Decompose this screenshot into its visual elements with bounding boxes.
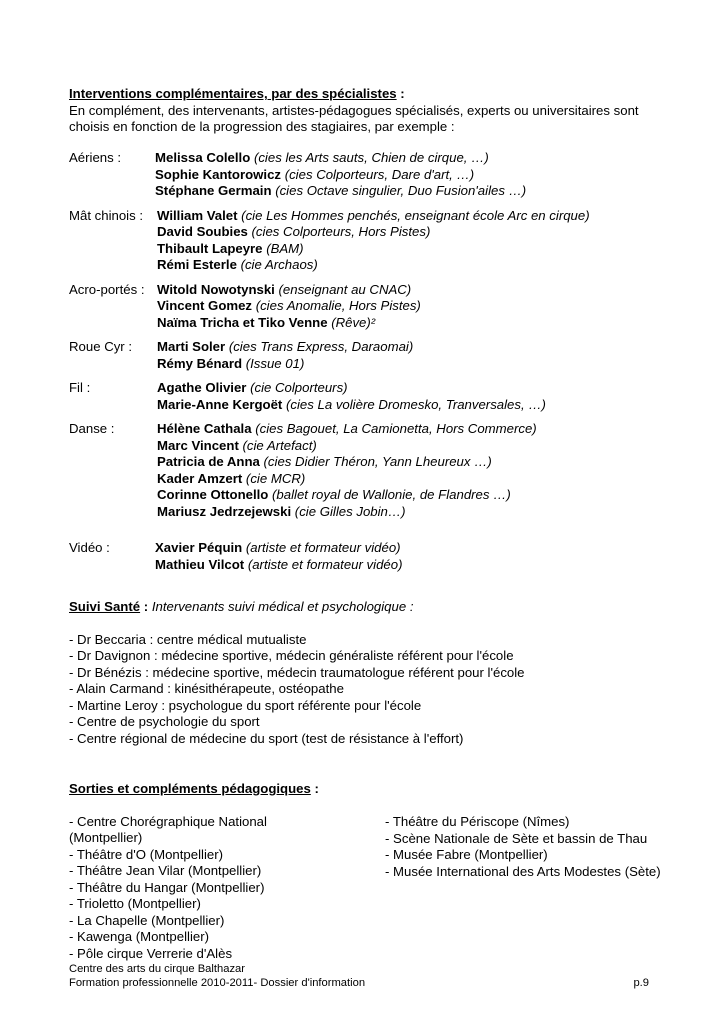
person-line — [157, 454, 669, 471]
person-name: Rémy Bénard — [157, 355, 243, 371]
person-detail: (cie Archaos) — [236, 257, 318, 272]
person-name: Marti Soler — [157, 339, 226, 354]
list-item: - Dr Davignon : médecine sportive, médecin généraliste référent pour l'école — [69, 648, 514, 663]
interventions-intro-2: choisis en fonction de la progression des stagiaires, par exemple : — [69, 119, 455, 134]
group-video — [69, 540, 669, 573]
person-line — [157, 257, 669, 274]
person-name: Vincent Gomez — [157, 298, 253, 313]
list-item: - Kawenga (Montpellier) — [69, 929, 209, 944]
sorties-heading: Sorties et compléments pédagogiques — [69, 781, 311, 796]
person-line — [155, 167, 669, 184]
person-line — [157, 356, 669, 373]
footer-doc-title: Formation professionnelle 2010-2011- Dossier d'information — [69, 977, 366, 989]
person-name: Mariusz Jedrzejewski — [157, 503, 292, 519]
list-item: - Théâtre du Hangar (Montpellier) — [69, 879, 265, 895]
person-line — [155, 150, 669, 167]
person-detail: (artiste et formateur vidéo) — [244, 556, 403, 572]
page-number: p.9 — [633, 977, 649, 989]
person-detail: (cies Bagouet, La Camionetta, Hors Commerce) — [251, 421, 537, 436]
sante-subtitle: Intervenants suivi médical et psychologique : — [148, 599, 414, 614]
person-name: Xavier Péquin — [155, 540, 243, 555]
list-item: - Trioletto (Montpellier) — [69, 896, 201, 911]
category-label: Acro-portés : — [69, 281, 145, 297]
category-label: Aériens : — [69, 150, 122, 165]
person-name: Patricia de Anna — [157, 454, 260, 469]
interventions-heading-line — [69, 86, 669, 103]
person-name: Melissa Colello — [155, 150, 251, 165]
category-label: Fil : — [69, 380, 91, 395]
list-item: - Musée Fabre (Montpellier) — [385, 847, 548, 862]
person-line — [157, 315, 669, 332]
person-name: Sophie Kantorowicz — [155, 166, 282, 182]
group-danse — [69, 421, 669, 520]
sante-section — [69, 599, 669, 747]
list-item: - Centre Chorégraphique National — [69, 813, 267, 829]
group-aeriens — [69, 150, 669, 200]
list-item: (Montpellier) — [69, 830, 143, 845]
person-name: Corinne Ottonello — [157, 487, 269, 502]
person-detail: (Issue 01) — [242, 355, 305, 371]
list-item: - Centre de psychologie du sport — [69, 714, 260, 729]
person-detail: (cies Colporteurs, Dare d'art, …) — [281, 166, 475, 182]
person-detail: (cie MCR) — [242, 470, 306, 486]
person-name: Kader Amzert — [157, 470, 243, 486]
person-name: Mathieu Vilcot — [155, 556, 245, 572]
interventions-heading: Interventions complémentaires, par des spécialistes — [69, 86, 397, 101]
person-name: Stéphane Germain — [155, 183, 272, 198]
person-detail: (cie Gilles Jobin…) — [291, 503, 406, 519]
person-line — [157, 224, 669, 241]
sorties-right-column — [385, 814, 661, 880]
person-name: Marie-Anne Kergoët — [157, 396, 283, 412]
category-label: Danse : — [69, 421, 115, 436]
list-item: - Théâtre Jean Vilar (Montpellier) — [69, 863, 262, 878]
person-line — [155, 540, 669, 557]
person-detail: (cie Artefact) — [238, 437, 317, 453]
person-line — [157, 380, 669, 397]
list-item: - Théâtre du Périscope (Nîmes) — [385, 814, 570, 829]
specialists-list — [69, 150, 669, 581]
person-name: David Soubies — [157, 224, 248, 239]
person-detail: (cies La volière Dromesko, Tranversales, …) — [282, 396, 546, 412]
person-name: William Valet — [157, 207, 238, 223]
group-roue-cyr — [69, 339, 669, 372]
list-item: - Dr Beccaria : centre médical mutualiste — [69, 631, 307, 647]
group-mat-chinois — [69, 208, 669, 274]
list-item: - Dr Bénézis : médecine sportive, médecin traumatologue référent pour l'école — [69, 664, 525, 680]
person-line — [157, 208, 669, 225]
group-acro-portes — [69, 282, 669, 332]
person-detail: (artiste et formateur vidéo) — [242, 540, 401, 555]
person-detail: (cies les Arts sauts, Chien de cirque, …) — [250, 150, 489, 165]
person-name: Naïma Tricha et Tiko Venne — [157, 314, 328, 330]
list-item: - Scène Nationale de Sète et bassin de Thau — [385, 830, 648, 846]
sante-heading-line — [69, 599, 669, 616]
heading-colon: : — [310, 781, 319, 796]
person-line — [157, 487, 669, 504]
person-detail: (cies Didier Théron, Yann Lheureux …) — [259, 454, 492, 469]
person-name: Hélène Cathala — [157, 421, 252, 436]
person-line — [157, 282, 669, 299]
heading-colon: : — [140, 599, 149, 614]
person-line — [157, 298, 669, 315]
person-line — [157, 397, 669, 414]
heading-colon: : — [396, 86, 405, 101]
page-footer — [69, 962, 649, 990]
list-item: - Martine Leroy : psychologue du sport référente pour l'école — [69, 697, 422, 713]
category-label: Vidéo : — [69, 540, 110, 555]
person-detail: (cies Anomalie, Hors Pistes) — [252, 298, 421, 313]
person-detail: (Rêve)² — [327, 314, 376, 330]
person-name: Rémi Esterle — [157, 257, 237, 272]
person-name: Agathe Olivier — [157, 380, 247, 395]
category-label: Roue Cyr : — [69, 339, 133, 354]
person-name: Witold Nowotynski — [157, 281, 275, 297]
person-line — [155, 557, 669, 574]
list-item: - Musée International des Arts Modestes (Sète) — [385, 863, 661, 879]
person-line — [157, 241, 669, 258]
person-detail: (cies Colporteurs, Hors Pistes) — [247, 224, 431, 239]
list-item: - Centre régional de médecine du sport (test de résistance à l'effort) — [69, 730, 464, 746]
person-detail: (cie Colporteurs) — [246, 380, 348, 395]
person-detail: (cies Octave singulier, Duo Fusion'ailes …) — [271, 183, 527, 198]
person-detail: (ballet royal de Wallonie, de Flandres …) — [268, 487, 511, 502]
person-detail: (BAM) — [262, 240, 304, 256]
list-item: - La Chapelle (Montpellier) — [69, 912, 225, 928]
person-line — [157, 471, 669, 488]
list-item: - Théâtre d'O (Montpellier) — [69, 846, 223, 862]
group-fil — [69, 380, 669, 413]
person-line — [157, 339, 669, 356]
person-line — [155, 183, 669, 200]
sante-heading: Suivi Santé — [69, 599, 141, 614]
person-line — [157, 421, 669, 438]
person-name: Thibault Lapeyre — [157, 240, 263, 256]
person-detail: (enseignant au CNAC) — [274, 281, 412, 297]
person-name: Marc Vincent — [157, 437, 239, 453]
person-detail: (cies Trans Express, Daraomai) — [225, 339, 414, 354]
footer-org: Centre des arts du cirque Balthazar — [69, 963, 245, 975]
list-item: - Pôle cirque Verrerie d'Alès — [69, 945, 233, 961]
person-line — [157, 438, 669, 455]
person-detail: (cie Les Hommes penchés, enseignant école Arc en cirque) — [237, 207, 590, 223]
category-label: Mât chinois : — [69, 207, 144, 223]
interventions-intro-1: En complément, des intervenants, artistes-pédagogues spécialisés, experts ou universitaires sont — [69, 102, 639, 118]
list-item: - Alain Carmand : kinésithérapeute, ostéopathe — [69, 681, 344, 696]
person-line — [157, 504, 669, 521]
interventions-section — [69, 86, 669, 136]
sorties-heading-line — [69, 781, 669, 798]
